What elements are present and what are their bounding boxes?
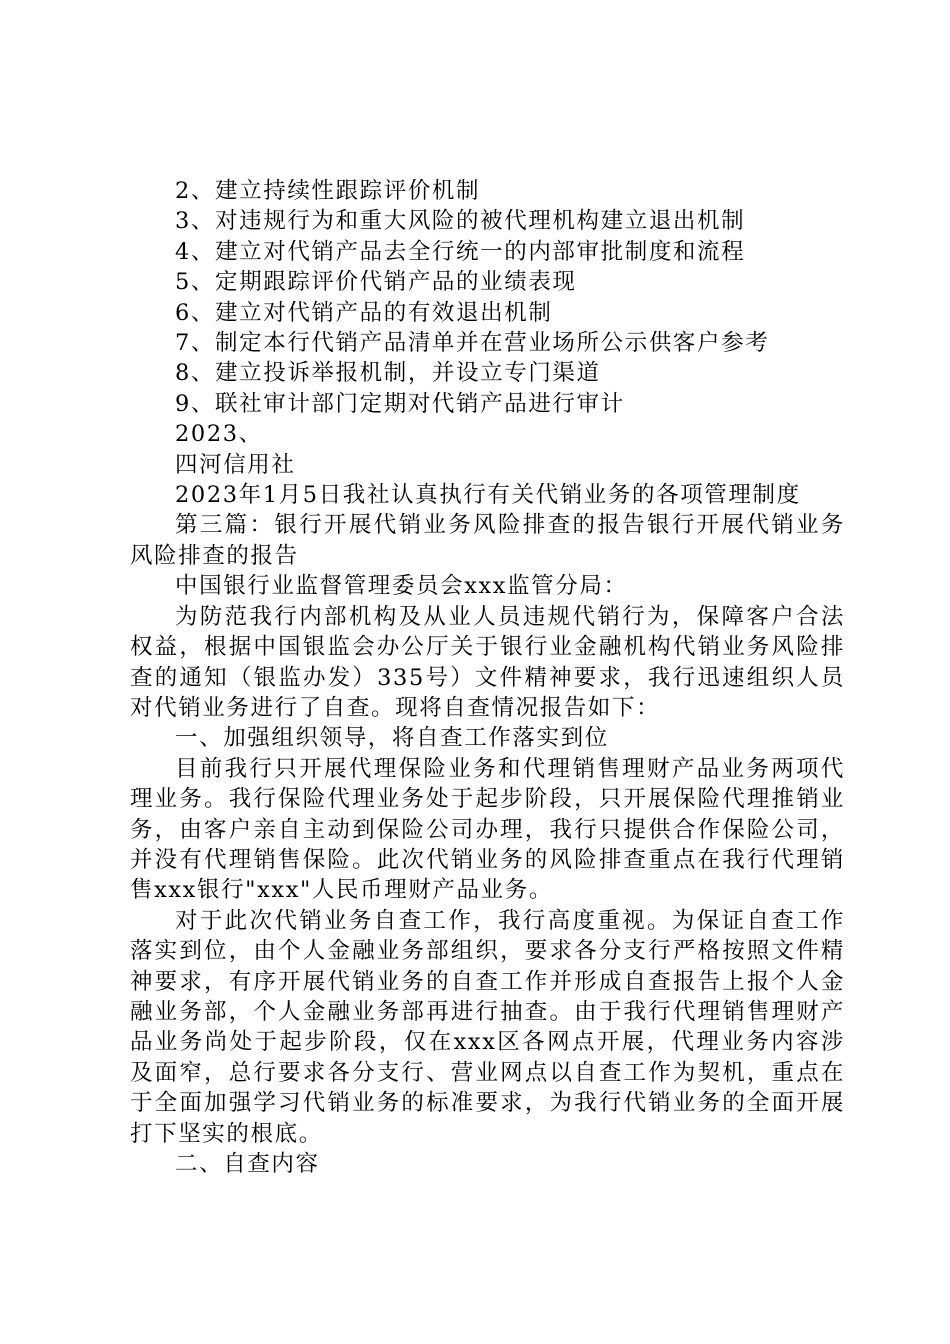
document-body [130, 176, 845, 1179]
list-item: 4、建立对代销产品去全行统一的内部审批制度和流程 [175, 238, 746, 265]
addressee: 中国银行业监督管理委员会xxx监管分局： [175, 573, 628, 600]
paragraph-2: 对于此次代销业务自查工作，我行高度重视。为保证自查工作落实到位，由个人金融业务部组织，要求各分支行严格按照文件精神要求，有序开展代销业务的自查工作并形成自查报告上报个人金融业务部，个人金融业务部再进行抽查。由于我行代理销售理财产品业务尚处于起步阶段，仅在xxx区各网点开展，代理业务内容涉及面窄，总行要求各分支行、营业网点以自查工作为契机，重点在于全面加强学习代销业务的标准要求，为我行代销业务的全面开展打下坚实的根底。 [130, 907, 845, 1147]
list-item: 8、建立投诉举报机制，并设立专门渠道 [175, 360, 601, 387]
list-item: 9、联社审计部门定期对代销产品进行审计 [175, 390, 625, 417]
list-item: 6、建立对代销产品的有效退出机制 [175, 299, 553, 326]
paragraph-1: 目前我行只开展代理保险业务和代理销售理财产品业务两项代理业务。我行保险代理业务处于起步阶段，只开展保险代理推销业务，由客户亲自主动到保险公司办理，我行只提供合作保险公司，并没有代理销售保险。此次代销业务的风险排查重点在我行代理销售xxx银行"xxx"人民币理财产品业务。 [130, 755, 845, 904]
organization-name: 四河信用社 [175, 451, 296, 478]
list-item: 2、建立持续性跟踪评价机制 [175, 178, 481, 204]
list-item: 3、对违规行为和重大风险的被代理机构建立退出机制 [175, 208, 746, 235]
section-title: 第三篇：银行开展代销业务风险排查的报告银行开展代销业务风险排查的报告 [130, 512, 845, 569]
date-line: 2023年1月5日我社认真执行有关代销业务的各项管理制度 [175, 482, 801, 509]
year-line: 2023、 [175, 421, 263, 448]
intro-paragraph: 为防范我行内部机构及从业人员违规代销行为，保障客户合法权益，根据中国银监会办公厅关于银行业金融机构代销业务风险排查的通知（银监办发）335号）文件精神要求，我行迅速组织人员对代销业务进行了自查。现将自查情况报告如下： [130, 603, 845, 721]
heading-1: 一、加强组织领导，将自查工作落实到位 [175, 725, 609, 752]
list-item: 5、定期跟踪评价代销产品的业绩表现 [175, 269, 577, 296]
list-item: 7、制定本行代销产品清单并在营业场所公示供客户参考 [175, 330, 770, 357]
heading-2: 二、自查内容 [175, 1151, 320, 1177]
